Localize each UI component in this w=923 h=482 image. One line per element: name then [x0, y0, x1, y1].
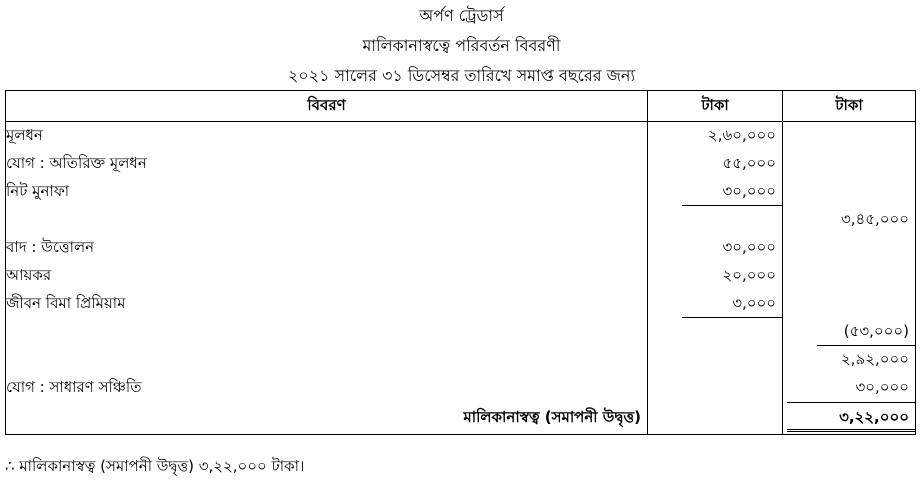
- company-name: অর্পণ ট্রেডার্স: [419, 6, 504, 25]
- total-double-underline: [787, 429, 915, 432]
- row-amount-col3: [783, 290, 916, 318]
- equity-statement-table: [5, 90, 916, 435]
- row-amount-col2: [648, 374, 783, 402]
- row-amount-col3: (৫৩,০০০): [783, 318, 916, 346]
- row-amount-col2: ৩০,০০০: [648, 234, 783, 262]
- row-amount-col3: [783, 234, 916, 262]
- row-amount-col3: ৩০,০০০: [783, 374, 916, 402]
- row-amount-col2: [648, 318, 783, 346]
- row-amount-col2: ২,৬০,০০০: [648, 122, 783, 151]
- row-amount-col3: ৩,৪৫,০০০: [783, 206, 916, 234]
- total-topline: [787, 402, 915, 403]
- header-amount-2: টাকা: [783, 91, 916, 122]
- header-amount-1: টাকা: [648, 91, 783, 122]
- row-description: যোগ : সাধারণ সঞ্চিতি: [6, 374, 648, 402]
- row-amount-col2: [648, 402, 783, 435]
- table-row: [6, 318, 916, 346]
- row-amount-col2: [648, 206, 783, 234]
- row-amount-col3: [783, 150, 916, 178]
- table-row: [6, 262, 916, 290]
- row-amount-col3: [783, 122, 916, 151]
- row-description: নিট মুনাফা: [6, 178, 648, 206]
- row-description: আয়কর: [6, 262, 648, 290]
- table-row-total: [6, 402, 916, 435]
- row-amount-col3: [783, 178, 916, 206]
- table-row: [6, 206, 916, 234]
- row-amount-col3: [783, 262, 916, 290]
- row-description: [6, 346, 648, 374]
- header-description: বিবরণ: [6, 91, 648, 122]
- row-description-total: মালিকানাস্বত্ব (সমাপনী উদ্বৃত্ত): [6, 402, 648, 435]
- row-description: জীবন বিমা প্রিমিয়াম: [6, 290, 648, 318]
- row-description: বাদ : উত্তোলন: [6, 234, 648, 262]
- table-row: [6, 346, 916, 374]
- row-amount-col2: ৩০,০০০: [648, 178, 783, 206]
- table-row: [6, 178, 916, 206]
- row-description: [6, 206, 648, 234]
- row-description: যোগ : অতিরিক্ত মূলধন: [6, 150, 648, 178]
- row-amount-col2: ৫৫,০০০: [648, 150, 783, 178]
- table-row: [6, 374, 916, 402]
- table-row: [6, 290, 916, 318]
- table-row: [6, 234, 916, 262]
- row-description: [6, 318, 648, 346]
- statement-title: মালিকানাস্বত্বে পরিবর্তন বিবরণী: [362, 36, 561, 55]
- conclusion-text: ∴ মালিকানাস্বত্ব (সমাপনী উদ্বৃত্ত) ৩,২২,০০০ টাকা।: [5, 457, 305, 475]
- row-amount-col2: [648, 346, 783, 374]
- row-description: মূলধন: [6, 122, 648, 151]
- table-row: [6, 150, 916, 178]
- row-amount-col2: ২০,০০০: [648, 262, 783, 290]
- row-amount-col2: ৩,০০০: [648, 290, 783, 318]
- row-amount-col3-total: ৩,২২,০০০: [783, 402, 916, 435]
- table-header-row: [6, 91, 916, 122]
- row-amount-col3: ২,৯২,০০০: [783, 346, 916, 374]
- table-row: [6, 122, 916, 151]
- statement-period: ২০২১ সালের ৩১ ডিসেম্বর তারিখে সমাপ্ত বছরের জন্য: [287, 66, 636, 85]
